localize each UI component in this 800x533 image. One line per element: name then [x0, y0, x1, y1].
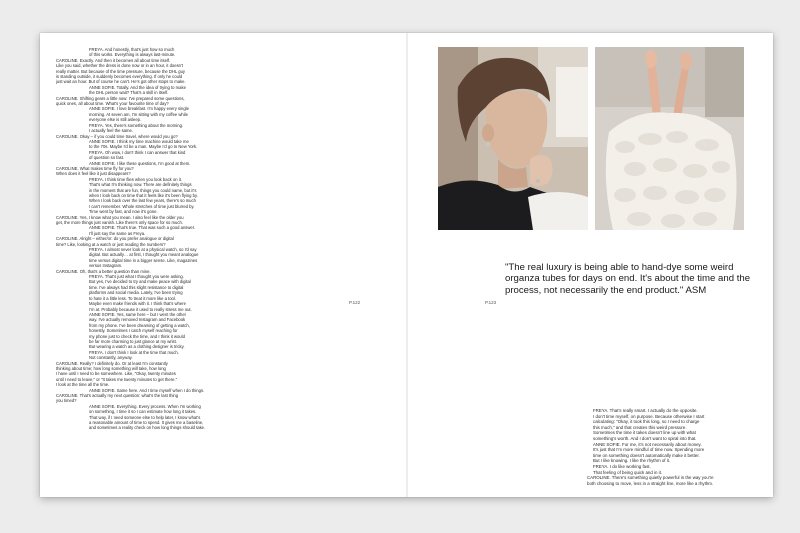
text-line: something's worth. And I don't want to spiral into that. — [593, 435, 697, 441]
text-line: be far more charming to just glance at my wrist. — [89, 338, 177, 344]
text-line: get, the more things just vanish. Like there's only space for so much. — [56, 220, 183, 225]
text-line: I have until I need to be somewhere. Like, "Okay, twenty minutes — [56, 371, 176, 377]
page-number-right: P.123 — [485, 300, 497, 305]
text-line: That way, if I need someone else to help later, I know what's — [89, 414, 201, 420]
text-line: ANNE SOFIE. That's true. That was such a good answer. — [89, 225, 196, 231]
text-line: versus Instagram. — [89, 263, 123, 269]
text-line: That feeling of being quick and in it. — [593, 469, 663, 475]
text-line: of question so fast. — [89, 155, 125, 161]
text-line: When I look back over the last few years, there's so much — [89, 198, 196, 204]
page-number-left: P.122 — [349, 300, 361, 305]
text-line: CAROLINE. Exactly. And then it becomes all about time itself. — [56, 57, 171, 63]
text-line: FREYA. That's just what I thought you were asking. — [89, 274, 184, 280]
text-line: FREYA. I almost never look at a physical watch, so I'd say — [89, 247, 197, 253]
text-line: when I look back on time that it feels like it's been flying by. — [89, 192, 198, 198]
text-line: you timed? — [56, 398, 77, 404]
text-line: ANNE SOFIE. I love breakfast. I'm happy every single — [89, 106, 189, 112]
text-line: quick ones, all about time. What's your favourite time of day? — [56, 101, 169, 107]
text-line: Like you said, whether the dress is done now or in an hour, it doesn't — [56, 63, 183, 69]
text-line: But yes, I've decided to try and make peace with digital — [89, 279, 191, 285]
text-line: When does it feel like it just disappears? — [56, 171, 131, 177]
garment-photo — [595, 47, 744, 230]
text-line: time on something doesn't automatically make it better. — [593, 452, 700, 458]
text-line: I can't remember. Whole stretches of time just blurred by. — [89, 203, 195, 209]
text-line: CAROLINE. That's actually my next question: what's the last thing — [56, 393, 179, 398]
text-line: CAROLINE. Really? I definitely do. Or at least I'm constantly — [56, 360, 168, 366]
text-line: time versus digital time in a bigger sense. Like, magazines — [89, 257, 198, 263]
text-line: this much," and that creates this weird pressure. — [593, 424, 687, 430]
text-line: time. I've always had this slight resistance to digital — [89, 284, 184, 290]
text-line: time? Like, looking at a watch or just reading the numbers? — [56, 241, 166, 247]
text-line: I look at the time all the time. — [56, 382, 110, 388]
text-line: I'm at. Probably because it used to really stress me out. — [89, 306, 192, 312]
text-line: ANNE SOFIE. I like these questions, I'm good at them. — [89, 160, 191, 166]
text-line: FREYA. I do like working fast. — [593, 463, 651, 469]
text-line: really matter. But because of the time pressure, because the DHL guy — [56, 68, 186, 74]
left-page-interview-text — [56, 47, 228, 431]
text-line: my phone just to check the time, and I think it would — [89, 333, 185, 339]
text-line: Time went by fast, and now it's gone. — [89, 209, 158, 215]
text-line: morning. At seven am, I'm sitting with my coffee while — [89, 111, 188, 117]
text-line: from my phone. I've been dreaming of getting a watch, — [89, 322, 190, 328]
text-line: and sometimes a reality check on how long things should take. — [89, 425, 206, 431]
text-line: in the moment that are fun, things you could name, but it's — [89, 187, 197, 193]
text-line: a reasonable amount of time to spend. It gives me a baseline, — [89, 420, 204, 426]
text-line: everyone else is still asleep. — [89, 117, 142, 123]
text-line: ANNE SOFIE. Everything. Every process. When I'm working — [89, 403, 201, 409]
text-line: platforms and social media. Lately, I've been trying — [89, 290, 183, 296]
text-line: But wearing a watch as a clothing designer is tricky. — [89, 344, 185, 350]
text-line: ANNE SOFIE. I think my time machine would take me — [89, 138, 189, 144]
text-line: CAROLINE. Okay – if you could time travel, where would you go? — [56, 133, 178, 139]
text-line: CAROLINE. Oh, that's a better question than mine. — [56, 268, 151, 274]
text-line: both choosing to move, less in a straight line, more like a rhythm. — [587, 480, 714, 486]
text-line: ANNE SOFIE. Yes, same here – but I went the other — [89, 311, 187, 317]
portrait-photo — [438, 47, 588, 230]
text-line: just wait an hour. But of course he can't. He's got other stops to make. — [56, 79, 186, 85]
magazine-spread — [40, 33, 773, 497]
pull-quote: "The real luxury is being able to hand-dye some weird organza tubes for days on end. It's about the time and the process, not necessarily the end product." ASM — [505, 262, 751, 296]
text-line: I'll just say the same as Freya. — [89, 230, 146, 236]
portrait-photo-art — [438, 47, 588, 230]
text-line: FREYA. Yes, there's something about the morning. — [89, 122, 184, 128]
text-line: FREYA. And honestly, that's just how so much — [89, 47, 175, 52]
text-line: the DHL person wait? That's a skill in itself. — [89, 90, 169, 96]
text-line: ANNE SOFIE. For me, it's not necessarily about money. — [593, 441, 702, 447]
text-line: I actually feel the same. — [89, 128, 133, 134]
text-line: CAROLINE. Alright – either/or: do you prefer analogue or digital — [56, 236, 174, 242]
text-line: ANNE SOFIE. Totally. And the idea of trying to make — [89, 84, 186, 90]
text-line: But I like knowing. I like the rhythm of it. — [593, 458, 671, 464]
text-line: until I need to leave," or "It takes me twenty minutes to get there." — [56, 376, 178, 382]
spine-gutter — [406, 33, 408, 497]
text-line: That's what I'm thinking now. There are definitely things — [89, 182, 192, 188]
text-line: Maybe even make friends with it. I think that's where — [89, 301, 186, 307]
text-line: is standing outside, it suddenly becomes everything. If only he could — [56, 74, 183, 80]
text-line: CAROLINE. What makes time fly for you? — [56, 165, 134, 171]
text-line: FREYA. I don't think I look at the time that much. — [89, 349, 179, 355]
garment-photo-art — [595, 47, 744, 230]
text-line: ANNE SOFIE. Same here. And I time myself when I do things. — [89, 387, 205, 393]
text-line: to hate it a little less. To treat it more like a tool. — [89, 295, 176, 301]
text-line: CAROLINE. Shifting gears a little now: I've prepared some questions, — [56, 95, 185, 101]
text-line: Not constantly, anyway. — [89, 355, 133, 361]
text-line: of this works. Everything is always last-minute. — [89, 52, 176, 58]
text-line: CAROLINE. There's something quietly powerful in the way you're — [587, 475, 714, 481]
text-line: FREYA. That's really smart. I actually do the opposite. — [593, 408, 698, 413]
text-line: honestly. Sometimes I catch myself reaching for — [89, 328, 178, 334]
text-line: Sometimes the time it takes doesn't line up with what — [593, 430, 696, 436]
text-line: thinking about time; how long something will take, how long — [56, 365, 166, 371]
text-line: calculating: "Okay, it took this long, so I need to charge — [593, 419, 700, 425]
text-line: on something, I time it so I can estimate how long it takes. — [89, 409, 197, 415]
text-line: digital. But actually… at first, I thought you meant analogue — [89, 252, 199, 258]
text-line: to the 70s. Maybe I'd be a man. Maybe I'd go to New York. — [89, 144, 198, 150]
right-page-interview-text — [587, 408, 783, 486]
text-line: It's just that I'm more mindful of time now. Spending more — [593, 447, 705, 453]
text-line: FREYA. I think time flies when you look back on it. — [89, 176, 183, 182]
text-line: FREYA. Oh wow, I don't think I can answer that kind — [89, 149, 186, 155]
text-line: CAROLINE. Yes, I know what you mean. I also feel like the older you — [56, 214, 184, 220]
text-line: I don't time myself, on purpose. Because otherwise I start — [593, 413, 705, 419]
text-line: way. I've actually removed Instagram and Facebook — [89, 317, 186, 323]
